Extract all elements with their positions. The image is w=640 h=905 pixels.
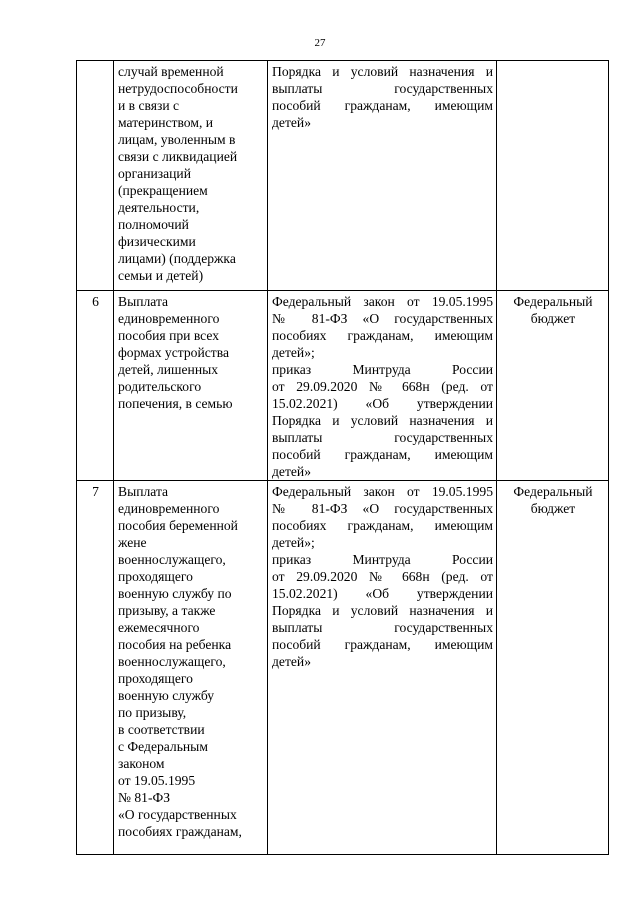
- benefit-name-line: «О государственных: [118, 807, 237, 822]
- benefit-name-line: призыву, а также: [118, 603, 216, 618]
- funding-source-line: бюджет: [530, 501, 576, 516]
- benefit-name-line: формах устройства: [118, 345, 229, 360]
- benefits-table: [76, 60, 609, 855]
- legal-basis-cell: [268, 61, 497, 291]
- benefit-name-line: попечения, в семью: [118, 396, 233, 411]
- benefit-name-line: законом: [118, 756, 165, 771]
- benefit-name-line: проходящего: [118, 671, 193, 686]
- benefit-name-line: Выплата: [118, 484, 169, 499]
- benefit-name-line: (прекращением: [118, 183, 208, 198]
- funding-source-cell: [497, 291, 609, 481]
- legal-basis-line: Федеральный закон от 19.05.1995: [272, 294, 493, 309]
- row-number: 6: [77, 291, 114, 481]
- benefit-name-line: № 81-ФЗ: [118, 790, 171, 805]
- benefit-name-line: с Федеральным: [118, 739, 208, 754]
- funding-source-line: Федеральный: [513, 484, 593, 499]
- legal-basis-line: детей»: [272, 654, 311, 669]
- benefit-name-line: от 19.05.1995: [118, 773, 196, 788]
- benefit-name-line: нетрудоспособности: [118, 81, 238, 96]
- legal-basis-line: пособий гражданам, имеющим: [272, 98, 493, 113]
- benefit-name-line: пособия беременной: [118, 518, 238, 533]
- legal-basis-cell: [268, 481, 497, 855]
- row-number: 7: [77, 481, 114, 855]
- legal-basis-line: детей»: [272, 115, 311, 130]
- benefit-name-line: единовременного: [118, 311, 220, 326]
- row-number: [77, 61, 114, 291]
- benefit-name-line: военную службу по: [118, 586, 232, 601]
- benefit-name-line: организаций: [118, 166, 191, 181]
- table-row: [77, 481, 609, 855]
- legal-basis-line: детей»;: [272, 345, 315, 360]
- benefit-name-cell: [114, 291, 268, 481]
- benefit-name-line: пособия на ребенка: [118, 637, 232, 652]
- benefit-name-line: и в связи с: [118, 98, 180, 113]
- legal-basis-line: пособиях гражданам, имеющим: [272, 518, 493, 533]
- benefit-name-line: военную службу: [118, 688, 215, 703]
- benefit-name-line: полномочий: [118, 217, 189, 232]
- benefit-name-line: по призыву,: [118, 705, 187, 720]
- benefit-name-line: проходящего: [118, 569, 193, 584]
- benefit-name-line: материнством, и: [118, 115, 214, 130]
- funding-source-line: Федеральный: [513, 294, 593, 309]
- table-row: [77, 291, 609, 481]
- legal-basis-line: Порядка и условий назначения и: [272, 64, 493, 79]
- benefit-name-line: пособия при всех: [118, 328, 220, 343]
- benefit-name-line: пособиях гражданам,: [118, 824, 242, 839]
- legal-basis-line: от 29.09.2020 № 668н (ред. от: [272, 569, 493, 584]
- legal-basis-line: выплаты государственных: [272, 81, 493, 96]
- legal-basis-line: детей»;: [272, 535, 315, 550]
- benefit-name-line: семьи и детей): [118, 268, 204, 283]
- benefit-name-line: родительского: [118, 379, 202, 394]
- legal-basis-line: № 81-ФЗ «О государственных: [272, 311, 493, 326]
- legal-basis-line: № 81-ФЗ «О государственных: [272, 501, 493, 516]
- legal-basis-line: пособий гражданам, имеющим: [272, 447, 493, 462]
- benefit-name-line: связи с ликвидацией: [118, 149, 238, 164]
- benefit-name-line: случай временной: [118, 64, 224, 79]
- benefit-name-line: деятельности,: [118, 200, 200, 215]
- page-number: 27: [314, 37, 326, 49]
- legal-basis-line: от 29.09.2020 № 668н (ред. от: [272, 379, 493, 394]
- benefit-name-line: единовременного: [118, 501, 220, 516]
- benefit-name-line: Выплата: [118, 294, 169, 309]
- benefit-name-line: лицами) (поддержка: [118, 251, 236, 266]
- funding-source-line: бюджет: [530, 311, 576, 326]
- benefit-name-line: физическими: [118, 234, 196, 249]
- benefit-name-line: военнослужащего,: [118, 552, 226, 567]
- legal-basis-line: Порядка и условий назначения и: [272, 413, 493, 428]
- benefit-name-line: в соответствии: [118, 722, 205, 737]
- legal-basis-line: 15.02.2021) «Об утверждении: [272, 396, 493, 411]
- legal-basis-line: детей»: [272, 464, 311, 479]
- legal-basis-line: пособиях гражданам, имеющим: [272, 328, 493, 343]
- benefit-name-line: ежемесячного: [118, 620, 200, 635]
- legal-basis-line: приказ Минтруда России: [272, 362, 493, 377]
- legal-basis-line: пособий гражданам, имеющим: [272, 637, 493, 652]
- legal-basis-line: выплаты государственных: [272, 430, 493, 445]
- table-row: [77, 61, 609, 291]
- benefit-name-cell: [114, 481, 268, 855]
- funding-source-cell: [497, 61, 609, 291]
- legal-basis-cell: [268, 291, 497, 481]
- benefit-name-line: военнослужащего,: [118, 654, 226, 669]
- legal-basis-line: 15.02.2021) «Об утверждении: [272, 586, 493, 601]
- benefit-name-cell: [114, 61, 268, 291]
- legal-basis-line: приказ Минтруда России: [272, 552, 493, 567]
- benefit-name-line: лицам, уволенным в: [118, 132, 236, 147]
- legal-basis-line: Федеральный закон от 19.05.1995: [272, 484, 493, 499]
- legal-basis-line: Порядка и условий назначения и: [272, 603, 493, 618]
- benefit-name-line: жене: [118, 535, 147, 550]
- legal-basis-line: выплаты государственных: [272, 620, 493, 635]
- funding-source-cell: [497, 481, 609, 855]
- benefit-name-line: детей, лишенных: [118, 362, 219, 377]
